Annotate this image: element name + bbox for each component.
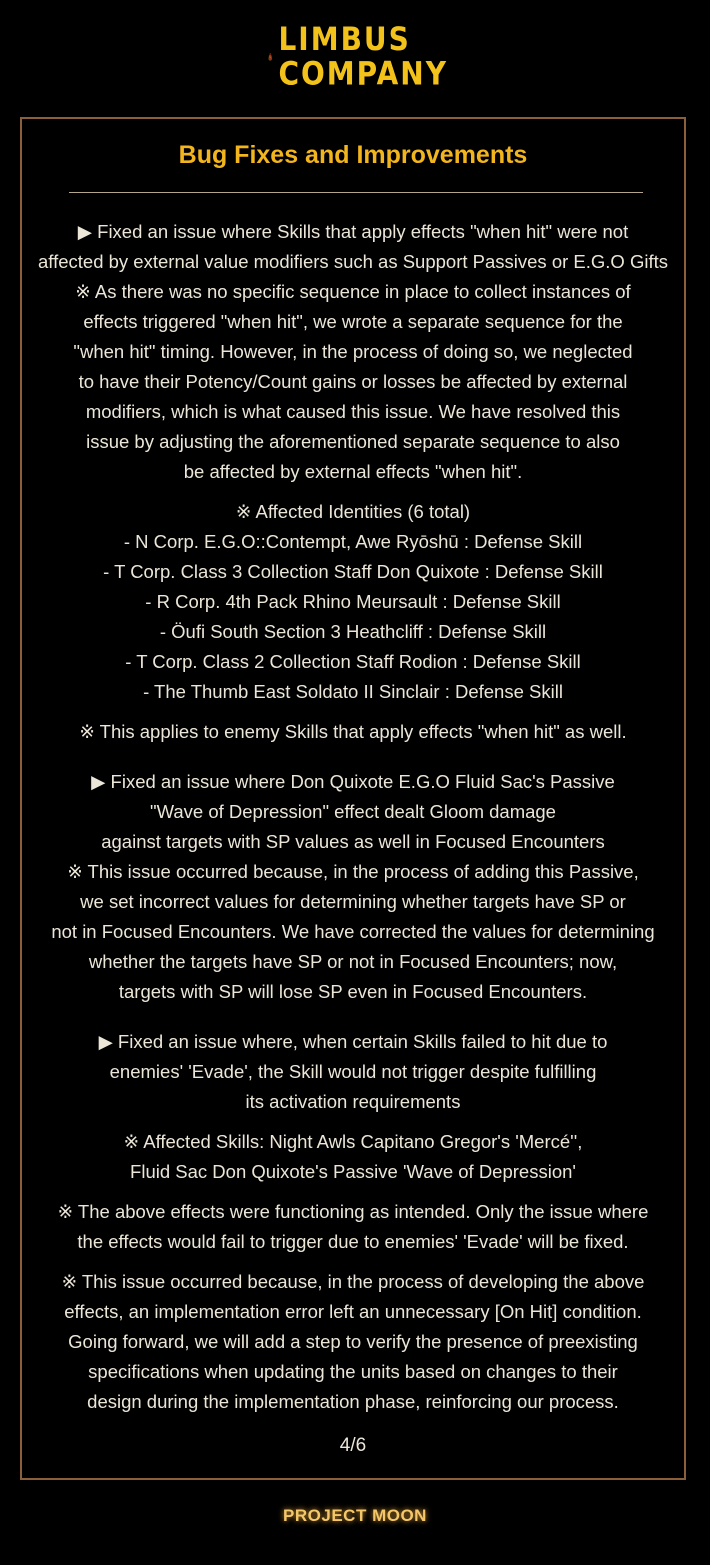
affected-identities-list [22, 497, 684, 707]
list-item: - The Thumb East Soldato II Sinclair : Defense Skill [143, 681, 563, 702]
text-line: ※ The above effects were functioning as intended. Only the issue where [57, 1201, 649, 1222]
fix-wave-of-depression [22, 767, 684, 1007]
text-line: the effects would fail to trigger due to enemies' 'Evade' will be fixed. [77, 1231, 629, 1252]
text-line: against targets with SP values as well in Focused Encounters [101, 831, 605, 852]
text-line: be affected by external effects "when hit". [183, 461, 523, 482]
text-line: issue by adjusting the aforementioned separate sequence to also [86, 431, 620, 452]
text-line: not in Focused Encounters. We have corrected the values for determining [51, 921, 655, 942]
section-title: Bug Fixes and Improvements [178, 141, 528, 169]
logo-text-line1: LIMBUS [278, 20, 411, 59]
text-line: "when hit" timing. However, in the process of doing so, we neglected [73, 341, 633, 362]
list-item: - T Corp. Class 2 Collection Staff Rodion : Defense Skill [125, 651, 581, 672]
intended-behavior-note [22, 1197, 684, 1257]
page-indicator: 4/6 [339, 1435, 367, 1456]
text-line: ※ This applies to enemy Skills that apply effects "when hit" as well. [79, 721, 627, 742]
text-line: ▶ Fixed an issue where Don Quixote E.G.O Fluid Sac's Passive [91, 771, 615, 792]
cause-explanation-note [22, 1267, 684, 1417]
list-item: - R Corp. 4th Pack Rhino Meursault : Defense Skill [145, 591, 561, 612]
affected-skills-note [22, 1127, 684, 1187]
text-line: its activation requirements [245, 1091, 461, 1112]
list-item: - T Corp. Class 3 Collection Staff Don Quixote : Defense Skill [103, 561, 603, 582]
text-line: ※ This issue occurred because, in the process of adding this Passive, [67, 861, 639, 882]
text-line: Fluid Sac Don Quixote's Passive 'Wave of Depression' [130, 1161, 576, 1182]
enemy-skills-note [22, 717, 684, 747]
text-line: "Wave of Depression" effect dealt Gloom damage [150, 801, 556, 822]
text-line: targets with SP will lose SP even in Focused Encounters. [118, 981, 588, 1002]
text-line: modifiers, which is what caused this issue. We have resolved this [85, 401, 621, 422]
text-line: ▶ Fixed an issue where, when certain Skills failed to hit due to [98, 1031, 608, 1052]
patch-notes-body [22, 217, 684, 1417]
locomotive-emblem-icon [268, 16, 272, 98]
text-line: Going forward, we will add a step to verify the presence of preexisting [68, 1331, 638, 1352]
text-line: ※ Affected Identities (6 total) [235, 501, 471, 522]
text-line: ※ As there was no specific sequence in place to collect instances of [75, 281, 631, 302]
text-line: effects triggered "when hit", we wrote a separate sequence for the [83, 311, 623, 332]
text-line: ※ Affected Skills: Night Awls Capitano Gregor's 'Mercé'', [123, 1131, 583, 1152]
text-line: affected by external value modifiers such as Support Passives or E.G.O Gifts [38, 251, 668, 272]
patch-notes-panel [20, 117, 686, 1480]
project-moon-footer-logo: PROJECT MOON [283, 1506, 427, 1525]
text-line: ▶ Fixed an issue where Skills that apply effects "when hit" were not [77, 221, 629, 242]
text-line: enemies' 'Evade', the Skill would not trigger despite fulfilling [109, 1061, 597, 1082]
limbus-company-logo [268, 16, 448, 98]
text-line: ※ This issue occurred because, in the process of developing the above [61, 1271, 645, 1292]
text-line: whether the targets have SP or not in Focused Encounters; now, [88, 951, 618, 972]
list-item: - Öufi South Section 3 Heathcliff : Defense Skill [159, 621, 547, 642]
title-divider [69, 192, 643, 193]
fix-when-hit-modifiers [22, 217, 684, 487]
fix-evade-trigger [22, 1027, 684, 1117]
text-line: we set incorrect values for determining whether targets have SP or [80, 891, 626, 912]
text-line: effects, an implementation error left an unnecessary [On Hit] condition. [64, 1301, 642, 1322]
list-item: - N Corp. E.G.O::Contempt, Awe Ryōshū : Defense Skill [123, 531, 583, 552]
text-line: specifications when updating the units based on changes to their [88, 1361, 618, 1382]
text-line: design during the implementation phase, reinforcing our process. [87, 1391, 619, 1412]
text-line: to have their Potency/Count gains or losses be affected by external [78, 371, 628, 392]
logo-text-line2: COMPANY [278, 54, 448, 93]
